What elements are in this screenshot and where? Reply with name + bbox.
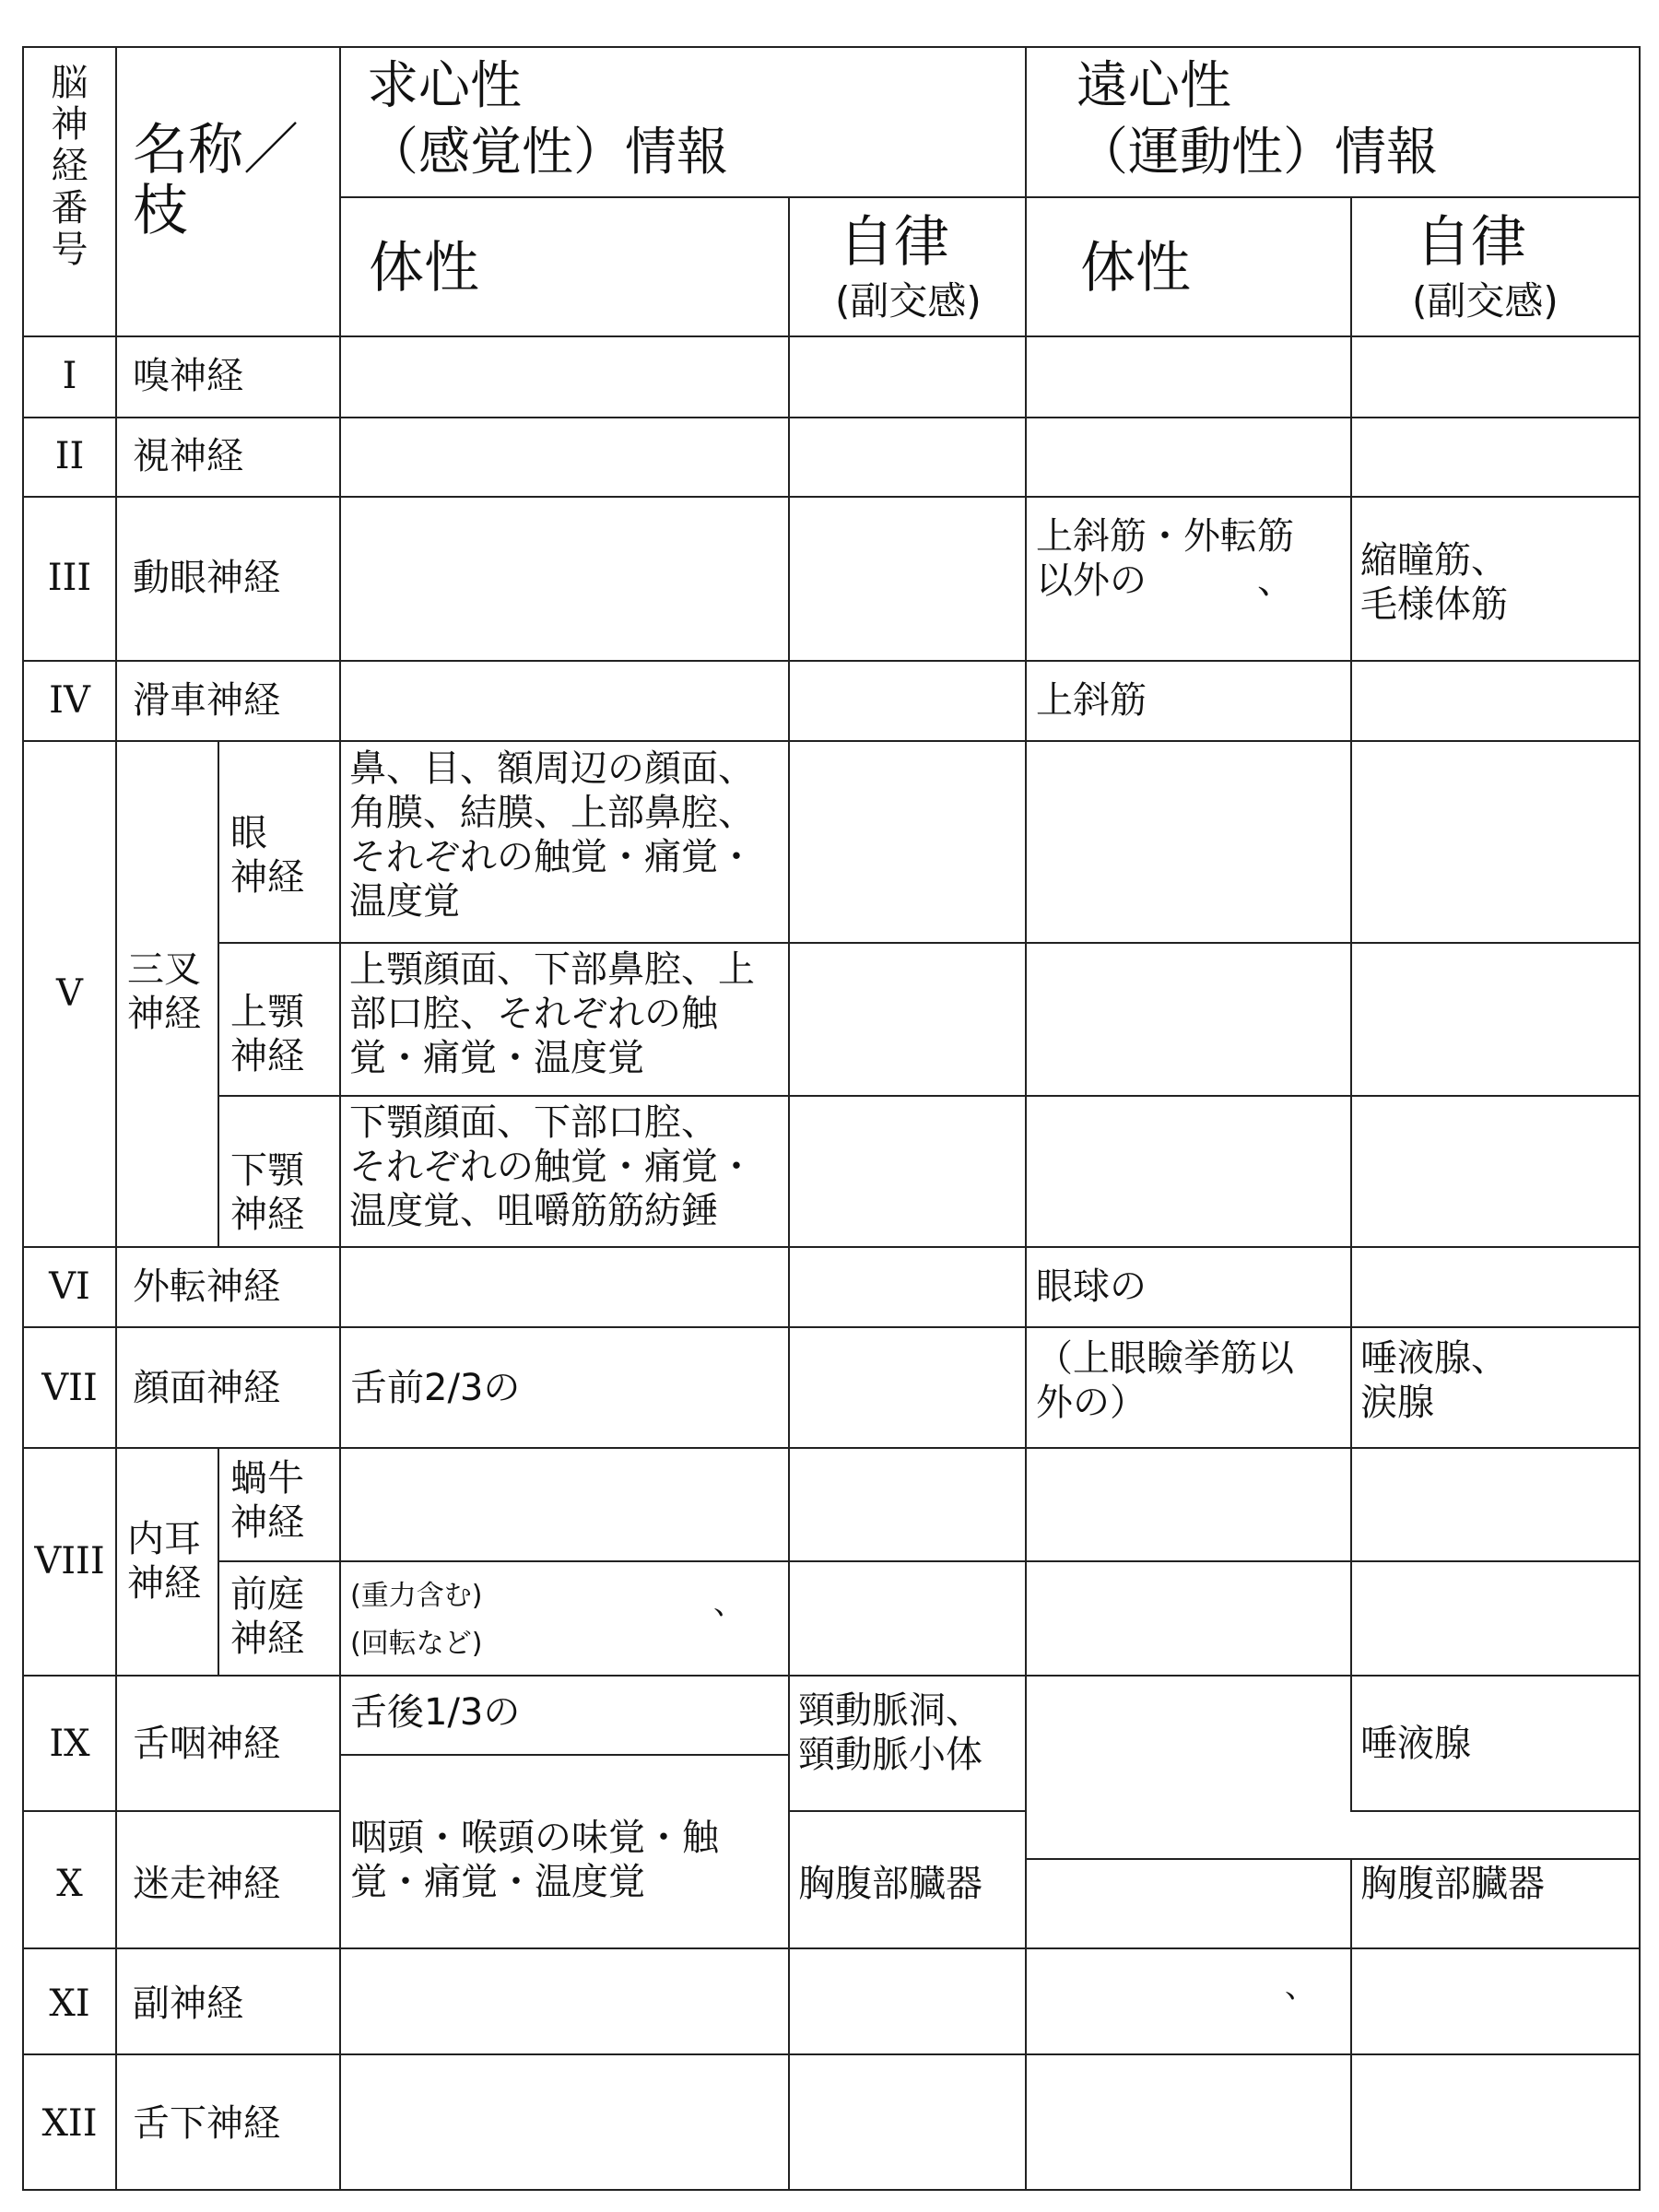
nerve-number: IX — [49, 1723, 90, 1765]
afferent-autonomic-cell: 頸動脈洞、 頸動脈小体 — [798, 1689, 982, 1776]
grid-line — [22, 740, 1641, 742]
grid-line — [218, 1560, 1641, 1562]
efferent-somatic-cell: 上斜筋 — [1036, 679, 1147, 722]
grid-line — [22, 2053, 1641, 2055]
grid-line — [1025, 1858, 1641, 1860]
efferent-autonomic-cell: 唾液腺、 涙腺 — [1360, 1337, 1508, 1424]
afferent-autonomic-header: 自律 — [839, 210, 949, 275]
afferent-somatic-cell: 舌前2/3の — [350, 1367, 521, 1409]
grid-line — [1350, 196, 1352, 1810]
efferent-autonomic-subheader: (副交感) — [1412, 278, 1559, 324]
nerve-number: VII — [41, 1367, 98, 1409]
efferent-somatic-cell: 、 — [1285, 1969, 1316, 2006]
efferent-somatic-cell: 上斜筋・外転筋 以外の 、 — [1036, 515, 1294, 602]
nerve-number: VI — [49, 1265, 90, 1308]
grid-line — [1025, 46, 1027, 2191]
efferent-autonomic-cell: 唾液腺 — [1360, 1723, 1471, 1765]
grid-line — [22, 335, 1641, 337]
efferent-autonomic-header: 自律 — [1416, 210, 1526, 275]
nerve-name: 滑車神経 — [133, 679, 280, 722]
branch-name: 眼 神経 — [230, 812, 304, 899]
grid-line — [22, 1675, 1641, 1677]
branch-name: 前庭 神経 — [230, 1573, 304, 1660]
afferent-somatic-cell: 咽頭・喉頭の味覚・触 覚・痛覚・温度覚 — [350, 1817, 719, 1903]
grid-line — [22, 46, 1641, 48]
efferent-somatic-header: 体性 — [1080, 236, 1191, 300]
nerve-name: 顔面神経 — [133, 1367, 280, 1409]
grid-line — [339, 46, 341, 2191]
grid-line — [22, 1447, 1641, 1449]
efferent-autonomic-cell: 縮瞳筋、 毛様体筋 — [1360, 539, 1508, 626]
nerve-number: XII — [41, 2102, 98, 2145]
grid-line — [22, 2189, 1641, 2191]
nerve-name: 視神経 — [133, 435, 243, 477]
afferent-somatic-cell: 鼻、目、額周辺の顔面、 角膜、結膜、上部鼻腔、 それぞれの触覚・痛覚・ 温度覚 — [349, 747, 755, 923]
efferent-autonomic-cell: 胸腹部臓器 — [1360, 1863, 1545, 1905]
grid-line — [218, 740, 219, 1246]
nerve-number: XI — [49, 1983, 90, 2025]
efferent-somatic-cell: （上眼瞼挙筋以 外の） — [1036, 1337, 1294, 1424]
afferent-somatic-header: 体性 — [369, 236, 479, 300]
branch-name: 上顎 神経 — [230, 991, 304, 1077]
nerve-number-header — [24, 63, 115, 271]
grid-line — [22, 660, 1641, 662]
grid-line — [788, 1810, 1025, 1812]
afferent-autonomic-subheader: (副交感) — [835, 278, 982, 324]
efferent-somatic-cell: 眼球の — [1036, 1265, 1147, 1308]
nerve-name: 三叉 神経 — [127, 948, 201, 1035]
grid-line — [22, 1947, 1641, 1949]
afferent-somatic-cell: 舌後1/3の — [350, 1691, 521, 1734]
grid-line — [339, 196, 1641, 198]
grid-line — [22, 417, 1641, 418]
name-header: 名称／ 枝 — [133, 118, 299, 243]
header-char: 経 — [51, 145, 88, 188]
nerve-number: X — [56, 1863, 83, 1905]
grid-line — [22, 1810, 339, 1812]
grid-line — [22, 1246, 1641, 1248]
vestibular-note-rotation: (回転など) — [350, 1628, 483, 1660]
grid-line — [788, 196, 790, 2191]
grid-line — [218, 1095, 1641, 1097]
nerve-number: VIII — [34, 1540, 105, 1583]
grid-line — [218, 1447, 219, 1675]
afferent-somatic-cell: 上顎顔面、下部鼻腔、上 部口腔、それぞれの触 覚・痛覚・温度覚 — [349, 948, 755, 1079]
header-char: 脳 — [51, 62, 88, 104]
nerve-name: 内耳 神経 — [127, 1518, 201, 1605]
afferent-somatic-cell: 下顎顔面、下部口腔、 それぞれの触覚・痛覚・ 温度覚、咀嚼筋筋紡錘 — [349, 1101, 755, 1232]
header-char: 番 — [51, 186, 88, 229]
nerve-name: 迷走神経 — [133, 1863, 280, 1905]
nerve-number: II — [54, 435, 85, 477]
cranial-nerve-table — [22, 46, 1641, 2191]
nerve-number: V — [56, 972, 83, 1015]
grid-line — [218, 942, 1641, 944]
nerve-name: 嗅神経 — [133, 355, 243, 397]
vestibular-note-gravity: (重力含む) — [350, 1580, 483, 1612]
efferent-header: 遠心性 （運動性）情報 — [1077, 56, 1438, 182]
header-char: 神 — [51, 103, 88, 147]
grid-line — [1350, 1858, 1352, 2191]
nerve-name: 動眼神経 — [133, 557, 280, 599]
grid-line — [22, 1326, 1641, 1328]
grid-line — [1350, 1810, 1641, 1812]
branch-name: 蝸牛 神経 — [230, 1457, 304, 1544]
grid-line — [339, 1754, 788, 1756]
nerve-name: 舌下神経 — [133, 2102, 280, 2145]
header-char: 号 — [51, 228, 88, 271]
nerve-number: IV — [49, 679, 90, 722]
nerve-name: 副神経 — [133, 1983, 243, 2025]
afferent-header: 求心性 （感覚性）情報 — [367, 56, 728, 182]
grid-line — [22, 496, 1641, 498]
vestibular-comma: 、 — [713, 1585, 745, 1622]
grid-line — [1639, 46, 1641, 2191]
afferent-autonomic-cell: 胸腹部臓器 — [798, 1863, 982, 1905]
nerve-number: I — [62, 355, 77, 397]
nerve-name: 外転神経 — [133, 1265, 280, 1308]
nerve-number: III — [47, 557, 92, 599]
branch-name: 下顎 神経 — [230, 1149, 304, 1236]
grid-line — [115, 46, 117, 2191]
nerve-name: 舌咽神経 — [133, 1723, 280, 1765]
